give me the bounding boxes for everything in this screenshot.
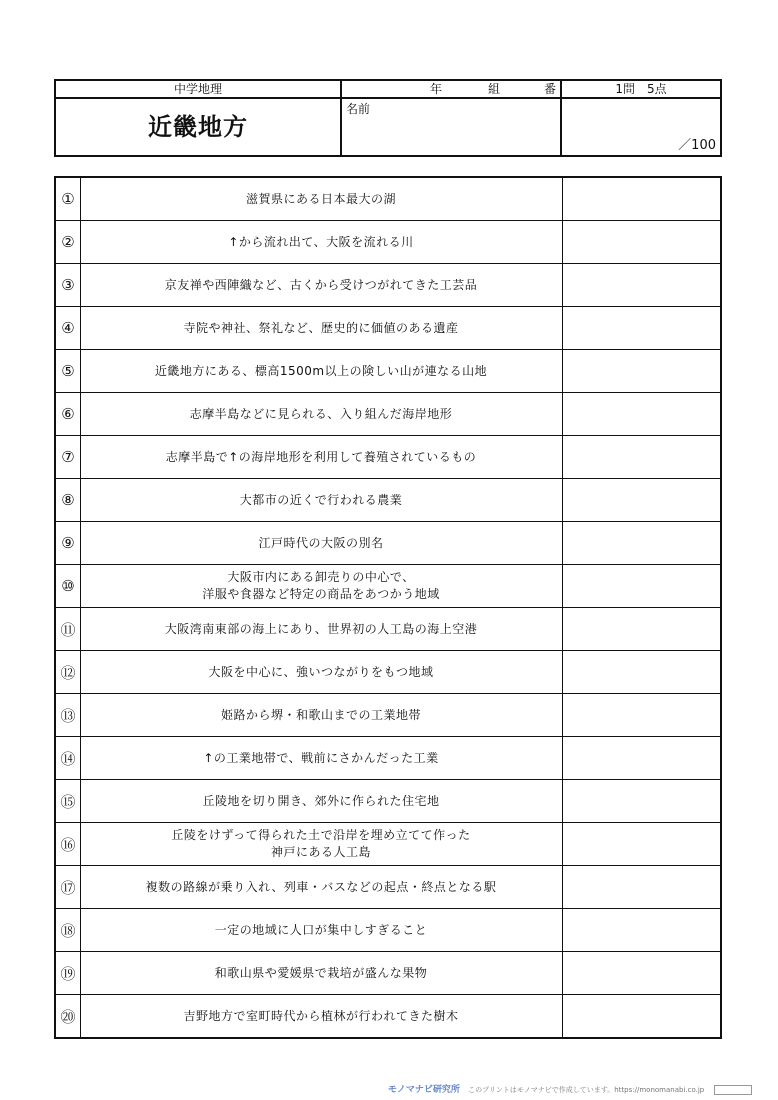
question-line: 姫路から堺・和歌山までの工業地帯	[220, 707, 421, 722]
answer-box[interactable]	[563, 909, 720, 951]
question-row	[56, 694, 720, 737]
question-number: ⑱	[60, 921, 76, 940]
question-number: ①	[61, 190, 75, 208]
question-text	[81, 780, 561, 822]
question-row	[56, 866, 720, 909]
question-line: 大阪市内にある卸売りの中心で、	[227, 570, 415, 584]
score-field[interactable]	[562, 99, 720, 155]
question-row	[56, 522, 720, 565]
question-text	[81, 436, 561, 478]
question-line: 洋服や食器など特定の商品をあつかう地域	[202, 587, 440, 601]
question-number: ⑨	[61, 534, 75, 552]
question-text	[81, 178, 561, 220]
name-field[interactable]	[342, 99, 562, 155]
answer-box[interactable]	[563, 823, 720, 865]
question-row	[56, 178, 720, 221]
question-row	[56, 479, 720, 522]
score-total: ／100	[678, 138, 716, 153]
question-row	[56, 565, 720, 608]
question-row	[56, 995, 720, 1038]
number-label: 番	[544, 82, 557, 96]
question-number: ⑯	[60, 835, 76, 854]
question-row	[56, 823, 720, 866]
question-number: ⑦	[61, 448, 75, 466]
footer-text: このプリントはモノマナビで作成しています。https://monomanabi.co.jp	[468, 1086, 705, 1094]
question-line: 丘陵地を切り開き、郊外に作られた住宅地	[202, 793, 440, 808]
answer-box[interactable]	[563, 393, 720, 435]
question-line: 京友禅や西陣織など、古くから受けつがれてきた工芸品	[164, 277, 478, 292]
question-text	[81, 522, 561, 564]
answer-box[interactable]	[563, 522, 720, 564]
subject-label: 中学地理	[56, 81, 342, 99]
question-row	[56, 780, 720, 823]
answer-box[interactable]	[563, 436, 720, 478]
name-label: 名前	[346, 102, 371, 116]
answer-box[interactable]	[563, 694, 720, 736]
question-text	[81, 909, 561, 951]
question-text	[81, 350, 561, 392]
question-row	[56, 436, 720, 479]
question-table	[54, 176, 722, 1039]
question-number: ⑫	[60, 663, 76, 682]
question-line: ↑から流れ出て、大阪を流れる川	[228, 234, 414, 249]
answer-box[interactable]	[563, 307, 720, 349]
question-number: ⑥	[61, 405, 75, 423]
question-text	[81, 608, 561, 650]
answer-box[interactable]	[563, 995, 720, 1038]
question-line: ↑の工業地帯で、戦前にさかんだった工業	[203, 750, 439, 765]
question-line: 滋賀県にある日本最大の湖	[245, 191, 396, 206]
question-number: ⑩	[61, 577, 75, 595]
question-text	[81, 952, 561, 994]
question-line: 和歌山県や愛媛県で栽培が盛んな果物	[214, 965, 428, 980]
question-row	[56, 393, 720, 436]
header-table	[54, 79, 722, 157]
question-text	[81, 307, 561, 349]
question-text	[81, 823, 561, 865]
answer-box[interactable]	[563, 952, 720, 994]
answer-box[interactable]	[563, 866, 720, 908]
year-label: 年	[430, 82, 443, 96]
question-number: ④	[61, 319, 75, 337]
answer-box[interactable]	[563, 264, 720, 306]
answer-box[interactable]	[563, 780, 720, 822]
question-number: ⑮	[60, 792, 76, 811]
question-row	[56, 608, 720, 651]
question-text	[81, 264, 561, 306]
question-line: 一定の地域に人口が集中しすぎること	[214, 922, 428, 937]
question-number: ⑬	[60, 706, 76, 725]
class-info	[342, 81, 562, 99]
footer-brand: モノマナビ研究所	[388, 1085, 460, 1095]
question-number: ⑭	[60, 749, 76, 768]
footer	[388, 1082, 768, 1098]
question-text	[81, 393, 561, 435]
answer-box[interactable]	[563, 479, 720, 521]
question-row	[56, 909, 720, 952]
points-label: 1問 5点	[562, 81, 720, 99]
question-number: ③	[61, 276, 75, 294]
question-number: ⑤	[61, 362, 75, 380]
answer-box[interactable]	[563, 221, 720, 263]
question-row	[56, 264, 720, 307]
question-line: 丘陵をけずって得られた土で沿岸を埋め立てて作った	[171, 828, 471, 842]
question-text	[81, 651, 561, 693]
question-row	[56, 350, 720, 393]
question-number: ⑳	[60, 1008, 76, 1026]
question-number: ⑰	[60, 878, 76, 897]
answer-box[interactable]	[563, 178, 720, 220]
question-line: 吉野地方で室町時代から植林が行われてきた樹木	[183, 1009, 459, 1023]
question-number: ②	[61, 233, 75, 251]
question-number: ⑧	[61, 491, 75, 509]
answer-box[interactable]	[563, 737, 720, 779]
question-line: 大都市の近くで行われる農業	[239, 492, 403, 507]
question-text	[81, 694, 561, 736]
question-row	[56, 307, 720, 350]
question-number: ⑲	[60, 964, 76, 983]
question-row	[56, 651, 720, 694]
question-text	[81, 565, 561, 607]
answer-box[interactable]	[563, 608, 720, 650]
footer-box	[714, 1085, 752, 1095]
class-label: 組	[488, 82, 501, 96]
question-line: 志摩半島で↑の海岸地形を利用して養殖されているもの	[165, 449, 477, 464]
question-text	[81, 479, 561, 521]
question-row	[56, 952, 720, 995]
question-row	[56, 221, 720, 264]
question-number: ⑪	[60, 620, 76, 639]
answer-box[interactable]	[563, 651, 720, 693]
question-line: 江戸時代の大阪の別名	[258, 535, 384, 550]
question-line: 大阪湾南東部の海上にあり、世界初の人工島の海上空港	[164, 621, 478, 636]
question-line: 神戸にある人工島	[270, 845, 371, 859]
question-text	[81, 221, 561, 263]
question-line: 複数の路線が乗り入れ、列車・バスなどの起点・終点となる駅	[145, 879, 497, 894]
question-line: 志摩半島などに見られる、入り組んだ海岸地形	[189, 406, 453, 421]
question-text	[81, 866, 561, 908]
answer-box[interactable]	[563, 565, 720, 607]
answer-box[interactable]	[563, 350, 720, 392]
question-row	[56, 737, 720, 780]
question-line: 寺院や神社、祭礼など、歴史的に価値のある遺産	[183, 320, 459, 335]
page-title: 近畿地方	[56, 99, 342, 155]
question-line: 大阪を中心に、強いつながりをもつ地域	[208, 664, 434, 679]
question-text	[81, 737, 561, 779]
question-line: 近畿地方にある、標高1500m以上の険しい山が連なる山地	[154, 363, 488, 378]
question-text	[81, 995, 561, 1038]
